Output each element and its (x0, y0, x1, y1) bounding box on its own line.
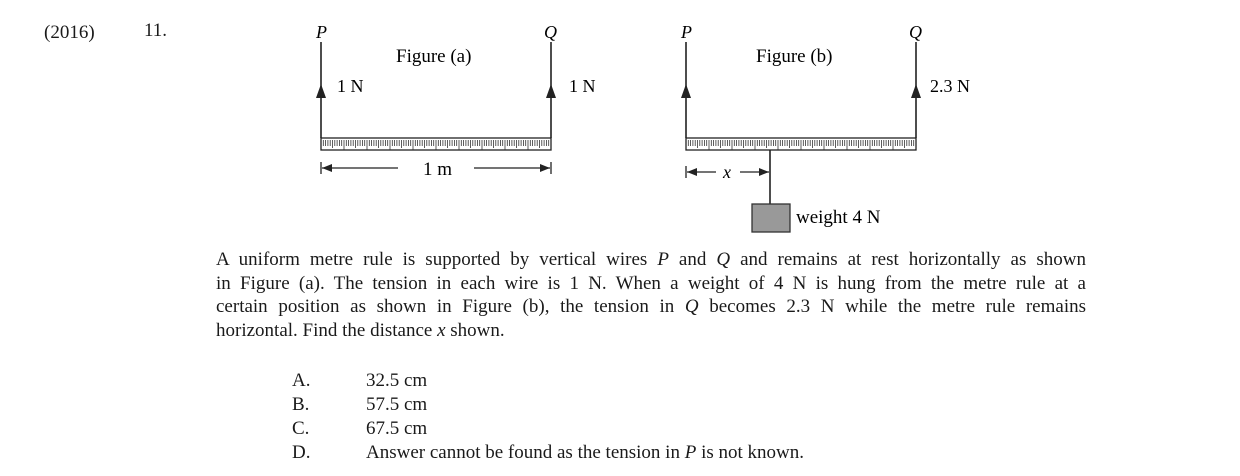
tension-arrow-q-a (546, 84, 556, 98)
weight-block (752, 204, 790, 232)
option-d-letter: D. (292, 442, 311, 463)
option-c-letter: C. (292, 418, 310, 439)
weight-label: weight 4 N (796, 207, 881, 228)
x-arrowhead-right (759, 168, 769, 176)
tension-q-label-a: 1 N (569, 76, 596, 96)
tension-arrow-p-a (316, 84, 326, 98)
option-d-text[interactable]: Answer cannot be found as the tension in P is not known. (366, 442, 805, 463)
tension-arrow-q-b (911, 84, 921, 98)
figure-a-caption: Figure (a) (396, 46, 472, 67)
x-arrowhead-left (687, 168, 697, 176)
question-number: 11. (144, 20, 168, 41)
distance-x-label: x (723, 162, 731, 182)
question-stem (216, 248, 1086, 342)
question-line-1: A uniform metre rule is supported by vertical wires P and Q and remains at rest horizontally as shown (216, 249, 1086, 270)
option-c-text[interactable]: 67.5 cm (366, 418, 428, 439)
question-line-4: horizontal. Find the distance x shown. (216, 319, 505, 341)
dimension-arrowhead-right-a (540, 164, 550, 172)
wire-q-label-a: Q (544, 22, 557, 42)
figure-b (681, 42, 921, 232)
option-a-letter: A. (292, 370, 311, 391)
question-line-2: in Figure (a). The tension in each wire is 1 N. When a weight of 4 N is hung from the metre rule at a (216, 272, 1086, 294)
option-a-text[interactable]: 32.5 cm (366, 370, 428, 391)
dimension-arrowhead-left-a (322, 164, 332, 172)
option-b-letter: B. (292, 394, 310, 415)
question-line-3: certain position as shown in Figure (b), the tension in Q becomes 2.3 N while the metre rule remains (216, 296, 1086, 317)
tension-arrow-p-b (681, 84, 691, 98)
length-label-a: 1 m (423, 159, 453, 180)
wire-q-label-b: Q (909, 22, 922, 42)
tension-q-label-b: 2.3 N (930, 76, 970, 96)
wire-p-label-a: P (316, 22, 327, 42)
figure-b-caption: Figure (b) (756, 46, 833, 67)
question-year: (2016) (44, 22, 95, 43)
wire-p-label-b: P (681, 22, 692, 42)
option-b-text[interactable]: 57.5 cm (366, 394, 428, 415)
tension-p-label-a: 1 N (337, 76, 364, 96)
